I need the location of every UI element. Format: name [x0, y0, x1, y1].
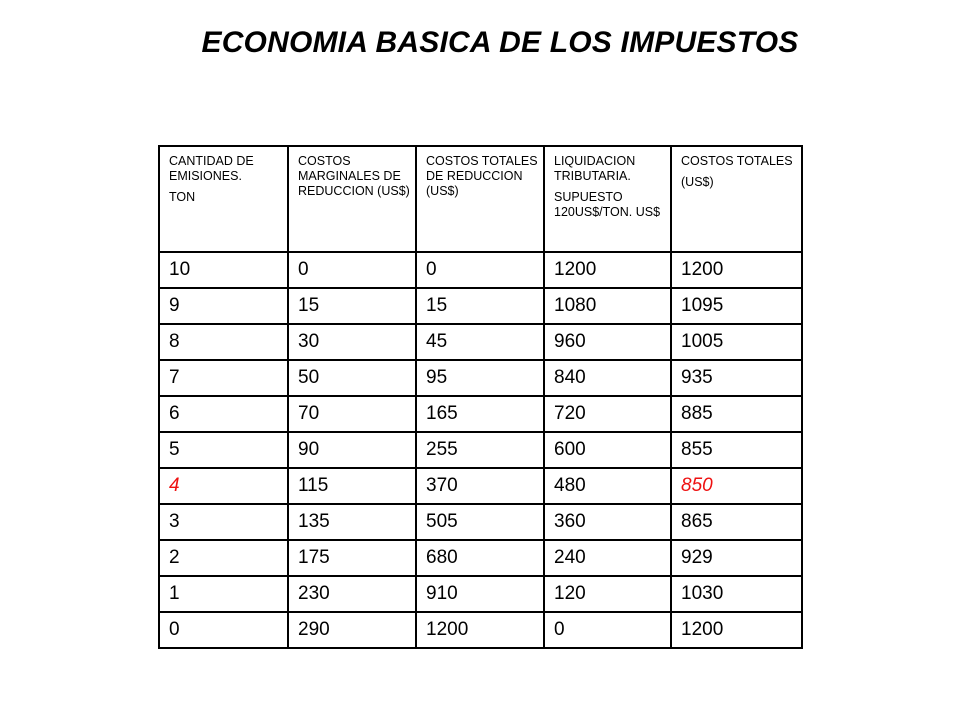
cell-total-cost-highlight: 850 [671, 468, 802, 504]
header-unit: TON [169, 190, 196, 204]
header-text: COSTOS MARGINALES DE REDUCCION (US$) [298, 154, 410, 198]
cell-tax-liquidation: 240 [544, 540, 671, 576]
cell-marginal-cost: 15 [288, 288, 416, 324]
header-emissions-quantity [159, 146, 288, 252]
cell-tax-liquidation: 840 [544, 360, 671, 396]
table-row [159, 360, 802, 396]
cell-total-cost: 1095 [671, 288, 802, 324]
cell-marginal-cost: 115 [288, 468, 416, 504]
cell-total-cost: 1005 [671, 324, 802, 360]
cell-emissions-highlight: 4 [159, 468, 288, 504]
table-row [159, 252, 802, 288]
page-title: ECONOMIA BASICA DE LOS IMPUESTOS [201, 26, 799, 59]
cell-tax-liquidation: 600 [544, 432, 671, 468]
table-row-optimum [159, 468, 802, 504]
cell-emissions: 2 [159, 540, 288, 576]
cell-marginal-cost: 175 [288, 540, 416, 576]
cell-emissions: 5 [159, 432, 288, 468]
cell-emissions: 7 [159, 360, 288, 396]
table-row [159, 504, 802, 540]
cell-total-reduction-cost: 910 [416, 576, 544, 612]
cell-marginal-cost: 0 [288, 252, 416, 288]
cell-tax-liquidation: 480 [544, 468, 671, 504]
cell-total-cost: 935 [671, 360, 802, 396]
cell-emissions: 10 [159, 252, 288, 288]
cell-emissions: 9 [159, 288, 288, 324]
cell-total-reduction-cost: 680 [416, 540, 544, 576]
table-row [159, 396, 802, 432]
cell-total-cost: 929 [671, 540, 802, 576]
cell-total-reduction-cost: 370 [416, 468, 544, 504]
header-tax-liquidation [544, 146, 671, 252]
header-text: CANTIDAD DE EMISIONES. [169, 154, 254, 183]
cell-marginal-cost: 230 [288, 576, 416, 612]
cell-tax-liquidation: 360 [544, 504, 671, 540]
header-total-reduction-costs [416, 146, 544, 252]
cell-total-reduction-cost: 255 [416, 432, 544, 468]
cell-total-cost: 1200 [671, 252, 802, 288]
tax-economics-table [158, 145, 803, 649]
cell-marginal-cost: 135 [288, 504, 416, 540]
cell-total-reduction-cost: 45 [416, 324, 544, 360]
cell-tax-liquidation: 1080 [544, 288, 671, 324]
table-row [159, 576, 802, 612]
cell-tax-liquidation: 1200 [544, 252, 671, 288]
cell-emissions: 6 [159, 396, 288, 432]
cell-total-cost: 865 [671, 504, 802, 540]
cell-emissions: 8 [159, 324, 288, 360]
cell-total-reduction-cost: 165 [416, 396, 544, 432]
table-row [159, 324, 802, 360]
cell-emissions: 0 [159, 612, 288, 648]
table-row [159, 288, 802, 324]
cell-marginal-cost: 70 [288, 396, 416, 432]
cell-total-reduction-cost: 0 [416, 252, 544, 288]
cell-marginal-cost: 290 [288, 612, 416, 648]
cell-total-cost: 1030 [671, 576, 802, 612]
header-text: COSTOS TOTALES [681, 154, 793, 168]
table-header-row [159, 146, 802, 252]
table-row [159, 432, 802, 468]
cell-tax-liquidation: 720 [544, 396, 671, 432]
cell-marginal-cost: 90 [288, 432, 416, 468]
header-text: COSTOS TOTALES DE REDUCCION (US$) [426, 154, 538, 198]
cell-tax-liquidation: 120 [544, 576, 671, 612]
cell-tax-liquidation: 0 [544, 612, 671, 648]
cell-marginal-cost: 50 [288, 360, 416, 396]
header-assumption: SUPUESTO 120US$/TON. US$ [554, 190, 661, 219]
cell-total-reduction-cost: 505 [416, 504, 544, 540]
cell-total-cost: 885 [671, 396, 802, 432]
cell-emissions: 3 [159, 504, 288, 540]
cell-emissions: 1 [159, 576, 288, 612]
cell-total-cost: 1200 [671, 612, 802, 648]
table-row [159, 612, 802, 648]
table-row [159, 540, 802, 576]
header-unit: (US$) [681, 175, 714, 189]
cell-total-reduction-cost: 95 [416, 360, 544, 396]
cell-tax-liquidation: 960 [544, 324, 671, 360]
cell-total-cost: 855 [671, 432, 802, 468]
cell-total-reduction-cost: 1200 [416, 612, 544, 648]
header-marginal-reduction-costs [288, 146, 416, 252]
cell-total-reduction-cost: 15 [416, 288, 544, 324]
header-total-costs [671, 146, 802, 252]
header-text: LIQUIDACION TRIBUTARIA. [554, 154, 636, 183]
cell-marginal-cost: 30 [288, 324, 416, 360]
